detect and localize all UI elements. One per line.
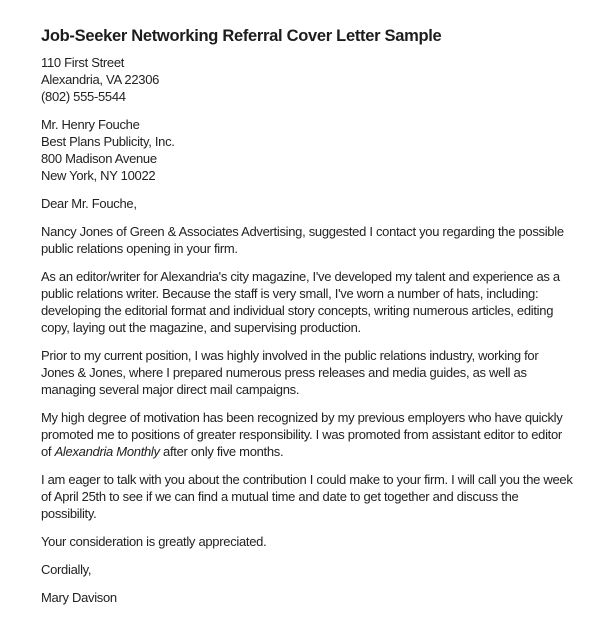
body-paragraph-6: Your consideration is greatly appreciated. xyxy=(41,534,267,549)
sender-phone: (802) 555-5544 xyxy=(41,89,126,104)
body-paragraph-3: Prior to my current position, I was highly involved in the public relations industry, working for Jones & Jones, where I prepared numerous press releases and media guides, as well as managing several major direct mail campaigns. xyxy=(41,348,539,397)
sender-address-block xyxy=(41,54,574,105)
salutation: Dear Mr. Fouche, xyxy=(41,196,137,211)
body-paragraph-4-text-after: after only five months. xyxy=(159,444,284,459)
publication-name-italic: Alexandria Monthly xyxy=(54,444,160,459)
recipient-street: 800 Madison Avenue xyxy=(41,151,157,166)
body-paragraph-1: Nancy Jones of Green & Associates Advertising, suggested I contact you regarding the possible public relations opening in your firm. xyxy=(41,224,564,256)
sender-street: 110 First Street xyxy=(41,55,125,70)
closing: Cordially, xyxy=(41,562,92,577)
body-paragraph-4-text-before: My high degree of motivation has been recognized by my previous employers who have quickly promoted me to positions of greater responsibility. I was promoted from assistant editor to editor of xyxy=(41,410,563,459)
body-paragraph-5: I am eager to talk with you about the contribution I could make to your firm. I will call you the week of April 25th to see if we can find a mutual time and date to get together and discuss the possibility. xyxy=(41,472,573,521)
signature-name: Mary Davison xyxy=(41,590,117,605)
recipient-company: Best Plans Publicity, Inc. xyxy=(41,134,175,149)
recipient-city-state-zip: New York, NY 10022 xyxy=(41,168,156,183)
sender-city-state-zip: Alexandria, VA 22306 xyxy=(41,72,160,87)
recipient-address-block xyxy=(41,116,574,184)
body-paragraph-2: As an editor/writer for Alexandria's city magazine, I've developed my talent and experience as a public relations writer. Because the staff is very small, I've worn a number of hats, including: developing the editorial format and individual story concepts, writing numerous articles, editing copy, laying out the magazine, and supervising production. xyxy=(41,269,560,335)
document-title: Job-Seeker Networking Referral Cover Letter Sample xyxy=(41,27,442,45)
recipient-name: Mr. Henry Fouche xyxy=(41,117,140,132)
body-paragraph-4 xyxy=(41,409,574,460)
